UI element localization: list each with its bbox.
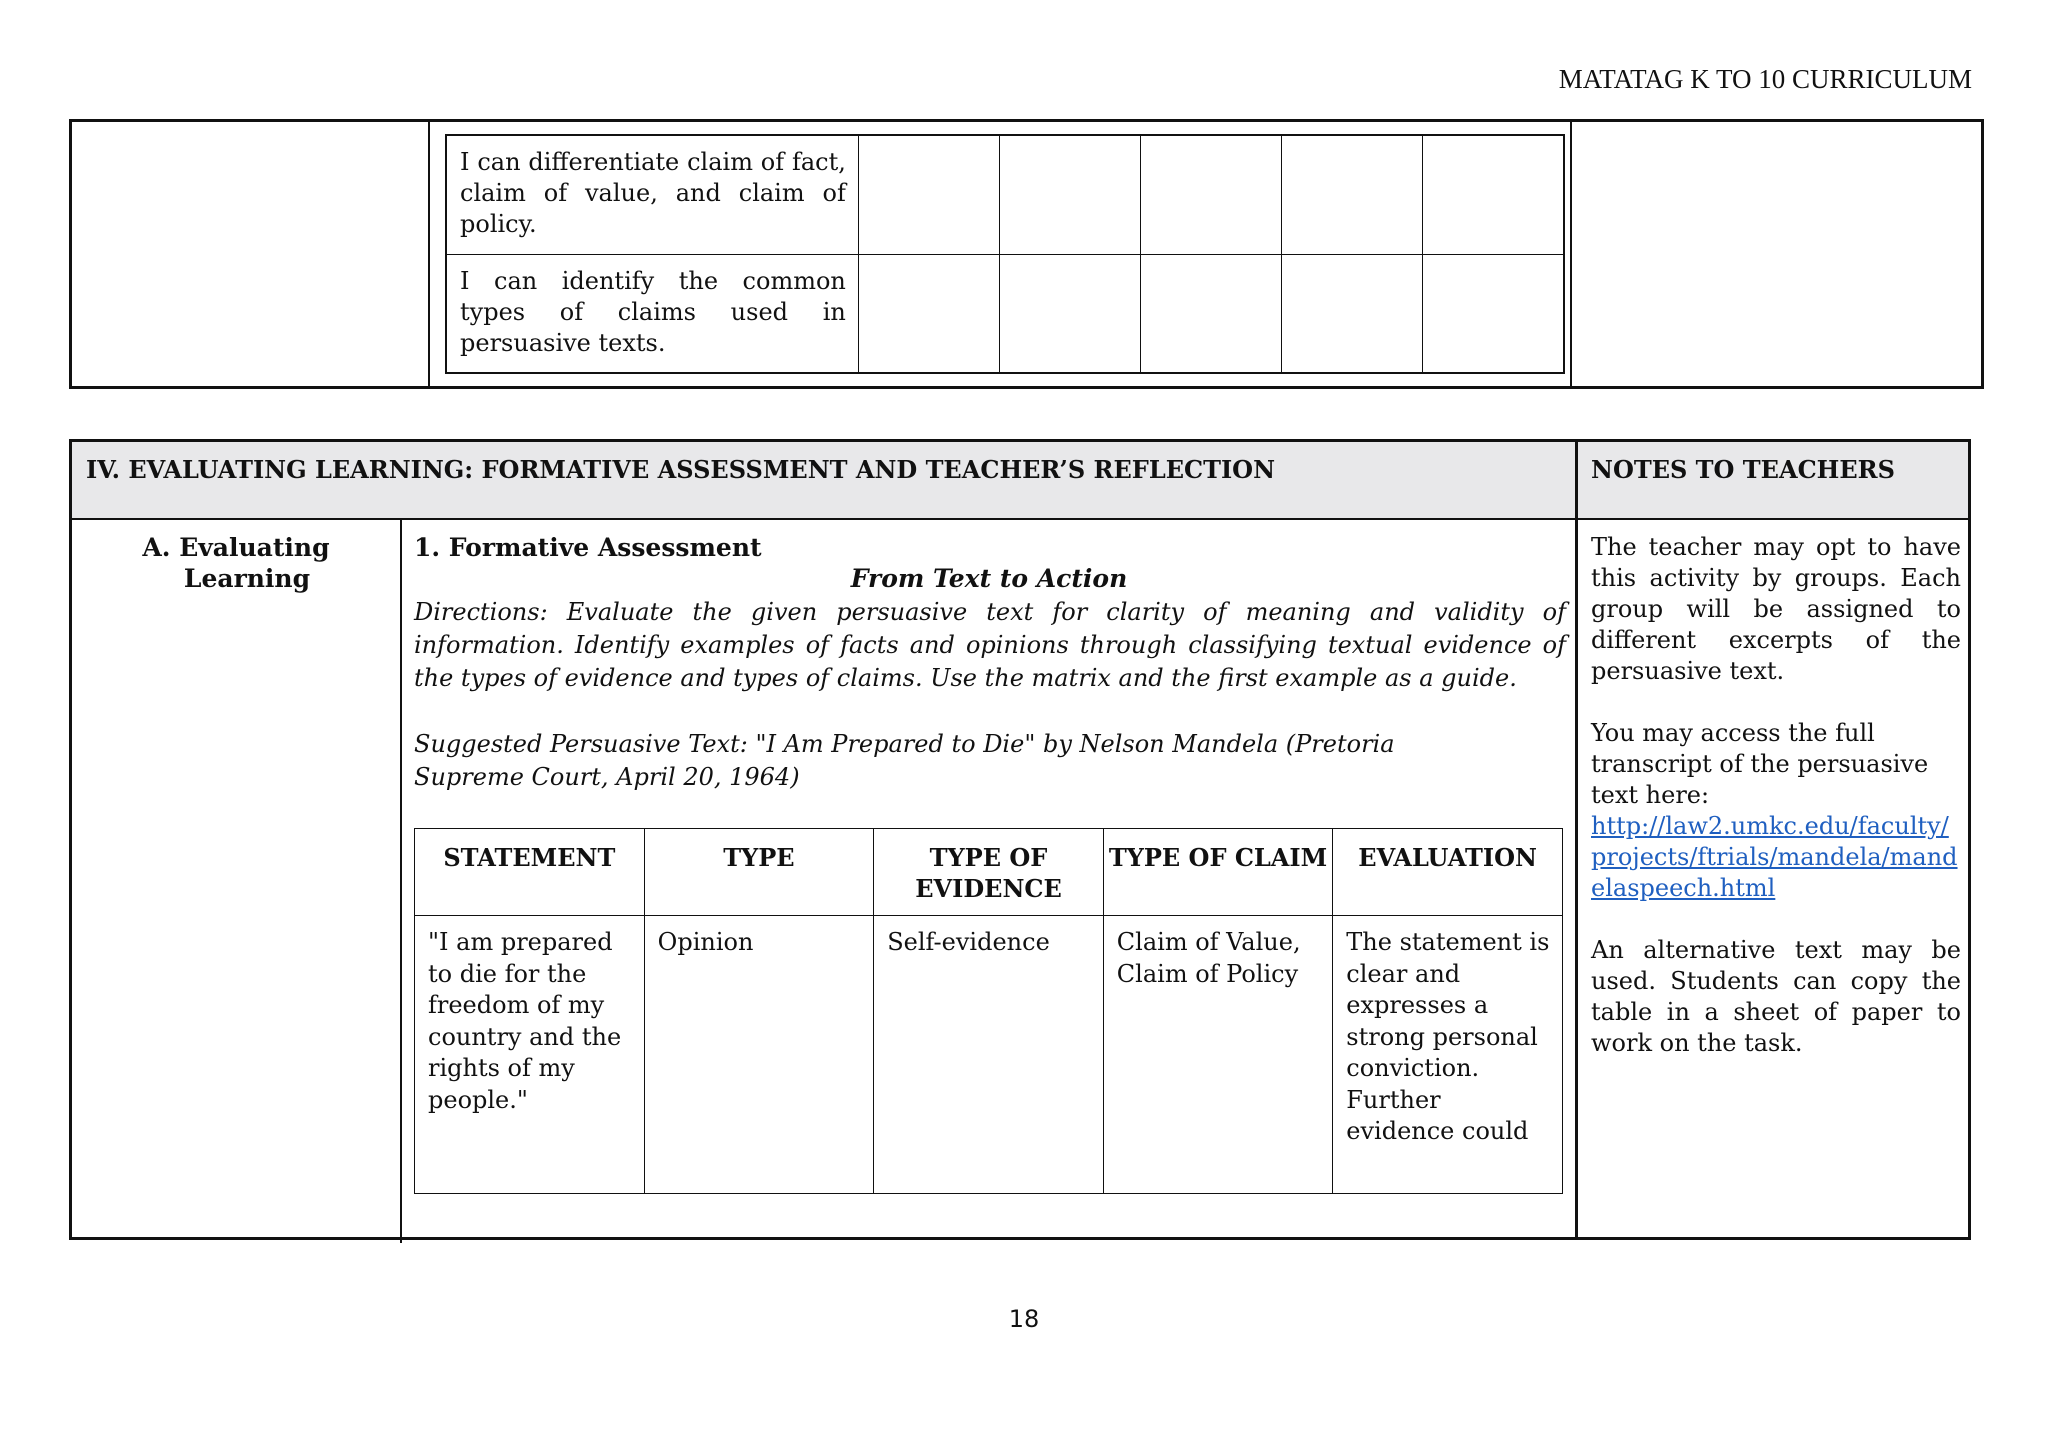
notes-to-teachers [1591, 532, 1961, 1059]
suggested-text: Suggested Persuasive Text: "I Am Prepared to Die" by Nelson Mandela (Pretoria Supreme Court, April 20, 1964) [414, 730, 1395, 791]
matrix-header: EVALUATION [1333, 829, 1563, 916]
matrix-header: TYPE OF EVIDENCE [874, 829, 1104, 916]
rubric-statement: I can identify the common types of claims used in persuasive texts. [446, 254, 858, 373]
subsection-label: A. Evaluating Learning [142, 533, 330, 593]
rubric-row [446, 135, 1564, 254]
top-right-cell [1570, 122, 1981, 386]
rubric-rating-cell [999, 135, 1140, 254]
top-left-cell [72, 122, 430, 386]
matrix-type: Opinion [644, 916, 874, 1194]
notes-paragraph: An alternative text may be used. Students can copy the table in a sheet of paper to work on the task. [1591, 936, 1961, 1057]
matrix-statement: "I am prepared to die for the freedom of my country and the rights of my people." [415, 916, 645, 1194]
rubric-row [446, 254, 1564, 373]
matrix-header: STATEMENT [415, 829, 645, 916]
notes-paragraph: You may access the full transcript of the persuasive text here: [1591, 719, 1929, 809]
rubric-rating-cell [1141, 135, 1282, 254]
matrix-header: TYPE [644, 829, 874, 916]
notes-paragraph: The teacher may opt to have this activity by groups. Each group will be assigned to different excerpts of the persuasive text. [1591, 533, 1961, 685]
rubric-rating-cell [858, 254, 999, 373]
curriculum-header: MATATAG K TO 10 CURRICULUM [1558, 64, 1972, 94]
section-title: IV. EVALUATING LEARNING: FORMATIVE ASSESSMENT AND TEACHER’S REFLECTION [86, 455, 1276, 484]
self-assessment-rubric [445, 134, 1565, 374]
formative-assessment-content [414, 532, 1564, 794]
rubric-rating-cell [1141, 254, 1282, 373]
rubric-statement: I can differentiate claim of fact, claim of value, and claim of policy. [446, 135, 858, 254]
transcript-link[interactable]: http://law2.umkc.edu/faculty/projects/ftrials/mandela/mandelaspeech.html [1591, 812, 1958, 902]
evaluation-matrix [414, 828, 1563, 1194]
activity-title: From Text to Action [850, 564, 1128, 593]
section-header-row [72, 442, 1968, 520]
rubric-rating-cell [858, 135, 999, 254]
rubric-rating-cell [1282, 135, 1423, 254]
column-divider [1575, 442, 1578, 1237]
rubric-rating-cell [1282, 254, 1423, 373]
column-divider [400, 520, 402, 1243]
matrix-header-row [415, 829, 1563, 916]
formative-assessment-title: 1. Formative Assessment [414, 533, 762, 562]
matrix-row [415, 916, 1563, 1194]
rubric-rating-cell [999, 254, 1140, 373]
evaluating-learning-table [69, 439, 1971, 1240]
rubric-rating-cell [1423, 254, 1564, 373]
matrix-claim: Claim of Value, Claim of Policy [1103, 916, 1332, 1194]
rubric-continuation-table [69, 119, 1984, 389]
directions-text: Directions: Evaluate the given persuasive text for clarity of meaning and validity of information. Identify examples of facts and opinions through classifying textual evidence of the types of evidence and types of claims. Use the matrix and the first example as a guide. [414, 598, 1566, 692]
page-number: 18 [1008, 1305, 1040, 1333]
notes-title: NOTES TO TEACHERS [1591, 455, 1895, 484]
matrix-evaluation: The statement is clear and expresses a strong personal conviction. Further evidence could [1333, 916, 1563, 1194]
matrix-header: TYPE OF CLAIM [1103, 829, 1332, 916]
matrix-evidence: Self-evidence [874, 916, 1104, 1194]
rubric-rating-cell [1423, 135, 1564, 254]
